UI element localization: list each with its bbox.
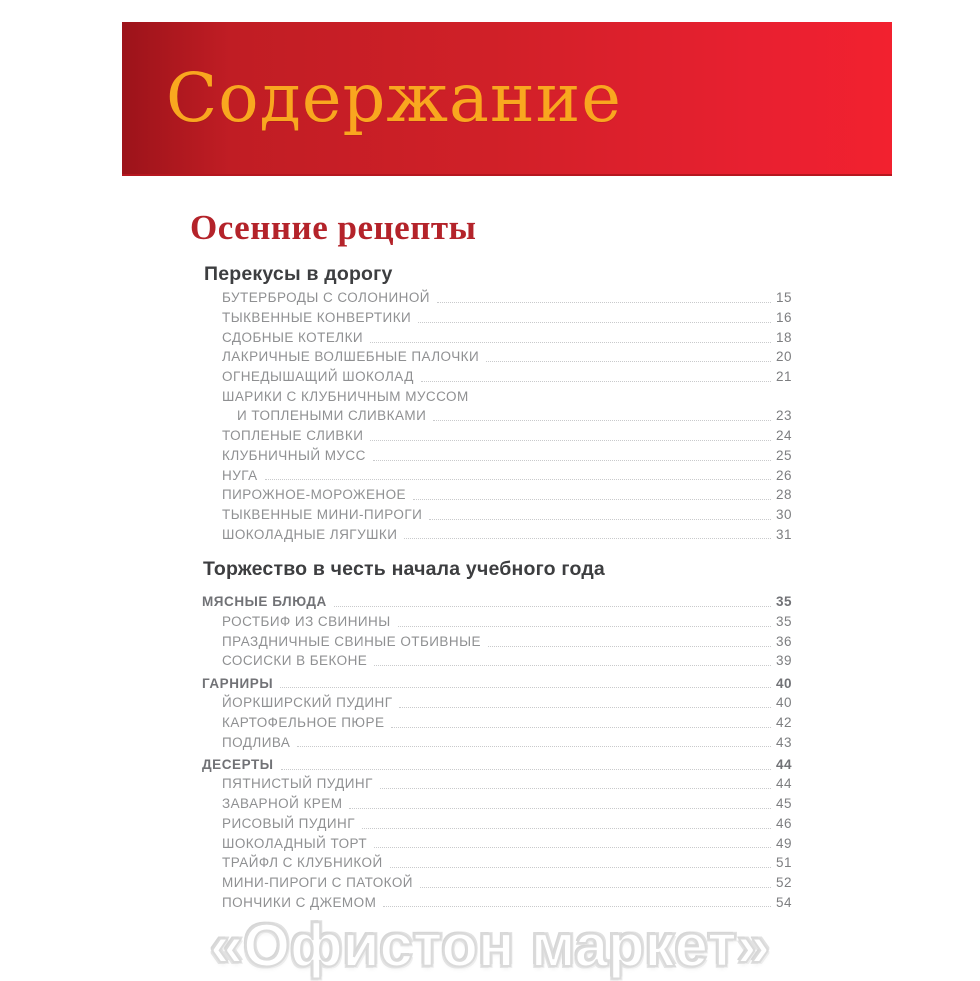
toc-item-title: МЯСНЫЕ БЛЮДА xyxy=(202,594,327,610)
toc-row xyxy=(222,327,792,347)
toc-page-number: 51 xyxy=(775,855,792,871)
toc-row xyxy=(222,426,792,446)
toc-item-title: ТЫКВЕННЫЕ КОНВЕРТИКИ xyxy=(222,310,412,326)
dotted-leader xyxy=(433,420,771,421)
toc-page-number: 24 xyxy=(775,428,792,444)
toc-row xyxy=(222,794,792,814)
toc-page-number: 21 xyxy=(775,369,792,385)
dotted-leader xyxy=(297,746,771,747)
toc-row xyxy=(222,873,792,893)
toc-page-number: 36 xyxy=(775,633,792,649)
toc-item-title: ШОКОЛАДНЫЕ ЛЯГУШКИ xyxy=(222,526,398,542)
dotted-leader xyxy=(374,847,771,848)
toc-page-number: 35 xyxy=(775,613,792,629)
dotted-leader xyxy=(373,460,771,461)
toc-row xyxy=(222,308,792,328)
dotted-leader xyxy=(280,687,771,688)
section-heading-feast: Торжество в честь начала учебного года xyxy=(203,557,605,580)
dotted-leader xyxy=(380,788,771,789)
toc-item-title: КЛУБНИЧНЫЙ МУСС xyxy=(222,447,366,463)
dotted-leader xyxy=(265,479,771,480)
toc-row xyxy=(202,754,792,774)
toc-page-number: 25 xyxy=(775,447,792,463)
toc-row xyxy=(222,833,792,853)
toc-item-title: ДЕСЕРТЫ xyxy=(202,756,274,772)
dotted-leader xyxy=(391,727,771,728)
season-heading: Осенние рецепты xyxy=(190,208,477,247)
toc-row xyxy=(222,386,792,406)
toc-page-number: 28 xyxy=(775,487,792,503)
dotted-leader xyxy=(421,381,771,382)
shop-watermark: «Офистон маркет» xyxy=(210,912,770,979)
toc-item-title: ЛАКРИЧНЫЕ ВОЛШЕБНЫЕ ПАЛОЧКИ xyxy=(222,349,480,365)
toc-row xyxy=(222,612,792,632)
toc-page-number: 44 xyxy=(775,756,792,772)
dotted-leader xyxy=(390,867,771,868)
toc-item-title: ТОПЛЕНЫЕ СЛИВКИ xyxy=(222,428,364,444)
toc-item-title: ШАРИКИ С КЛУБНИЧНЫМ МУССОМ xyxy=(222,388,469,404)
toc-item-title: ПЯТНИСТЫЙ ПУДИНГ xyxy=(222,776,373,792)
toc-page-number: 35 xyxy=(775,594,792,610)
table-of-contents xyxy=(190,206,792,912)
toc-page-number: 16 xyxy=(775,310,792,326)
toc-row xyxy=(202,592,792,612)
dotted-leader xyxy=(374,665,771,666)
dotted-leader xyxy=(486,361,771,362)
dotted-leader xyxy=(437,302,771,303)
toc-row xyxy=(237,406,792,426)
toc-item-title: ТРАЙФЛ С КЛУБНИКОЙ xyxy=(222,855,383,871)
dotted-leader xyxy=(413,499,771,500)
toc-item-title: СОСИСКИ В БЕКОНЕ xyxy=(222,653,368,669)
toc-page-number: 15 xyxy=(775,290,792,306)
toc-page-number: 49 xyxy=(775,835,792,851)
toc-page-number: 18 xyxy=(775,329,792,345)
toc-item-title: РОСТБИФ ИЗ СВИНИНЫ xyxy=(222,613,391,629)
toc-item-title: ЙОРКШИРСКИЙ ПУДИНГ xyxy=(222,695,393,711)
toc-page-number: 40 xyxy=(775,695,792,711)
contents-banner-title: Содержание xyxy=(166,59,622,137)
toc-item-title: ПОНЧИКИ С ДЖЕМОМ xyxy=(222,894,377,910)
dotted-leader xyxy=(488,646,771,647)
toc-row xyxy=(222,631,792,651)
toc-item-title: И ТОПЛЕНЫМИ СЛИВКАМИ xyxy=(237,408,427,424)
toc-page-number: 20 xyxy=(775,349,792,365)
section-heading-snacks: Перекусы в дорогу xyxy=(204,263,393,285)
toc-row xyxy=(222,347,792,367)
toc-row xyxy=(222,446,792,466)
toc-page-number: 52 xyxy=(775,874,792,890)
toc-page-number: 40 xyxy=(775,675,792,691)
toc-page-number: 46 xyxy=(775,815,792,831)
toc-item-title: ПОДЛИВА xyxy=(222,734,291,750)
toc-row xyxy=(222,693,792,713)
toc-row xyxy=(222,713,792,733)
toc-row xyxy=(222,774,792,794)
toc-page-number: 39 xyxy=(775,653,792,669)
dotted-leader xyxy=(399,707,771,708)
toc-row xyxy=(222,651,792,671)
dotted-leader xyxy=(420,887,771,888)
dotted-leader xyxy=(429,519,771,520)
toc-page-number: 23 xyxy=(775,408,792,424)
contents-banner xyxy=(122,22,892,176)
toc-item-title: ТЫКВЕННЫЕ МИНИ-ПИРОГИ xyxy=(222,506,423,522)
toc-row xyxy=(222,732,792,752)
toc-page-number: 26 xyxy=(775,467,792,483)
section-feast-rows xyxy=(190,592,792,912)
dotted-leader xyxy=(418,322,771,323)
toc-row xyxy=(222,892,792,912)
toc-page-number: 43 xyxy=(775,734,792,750)
toc-row xyxy=(222,367,792,387)
toc-item-title: ПИРОЖНОЕ-МОРОЖЕНОЕ xyxy=(222,487,407,503)
dotted-leader xyxy=(398,626,771,627)
dotted-leader xyxy=(404,538,771,539)
toc-page-number: 45 xyxy=(775,796,792,812)
toc-row xyxy=(222,485,792,505)
section-snacks-rows xyxy=(190,288,792,544)
toc-page-number: 30 xyxy=(775,506,792,522)
toc-item-title: ПРАЗДНИЧНЫЕ СВИНЫЕ ОТБИВНЫЕ xyxy=(222,633,481,649)
toc-row xyxy=(202,673,792,693)
toc-item-title: ШОКОЛАДНЫЙ ТОРТ xyxy=(222,835,368,851)
toc-item-title: ЗАВАРНОЙ КРЕМ xyxy=(222,796,343,812)
toc-item-title: СДОБНЫЕ КОТЕЛКИ xyxy=(222,329,364,345)
toc-item-title: КАРТОФЕЛЬНОЕ ПЮРЕ xyxy=(222,714,385,730)
toc-item-title: ГАРНИРЫ xyxy=(202,675,274,691)
toc-row xyxy=(222,465,792,485)
toc-row xyxy=(222,814,792,834)
dotted-leader xyxy=(370,440,771,441)
toc-page-number: 31 xyxy=(775,526,792,542)
dotted-leader xyxy=(281,769,771,770)
dotted-leader xyxy=(383,906,771,907)
toc-page-number: 54 xyxy=(775,894,792,910)
toc-item-title: РИСОВЫЙ ПУДИНГ xyxy=(222,815,355,831)
toc-page-number: 42 xyxy=(775,714,792,730)
toc-item-title: ОГНЕДЫШАЩИЙ ШОКОЛАД xyxy=(222,369,414,385)
toc-page-number: 44 xyxy=(775,776,792,792)
toc-row xyxy=(222,288,792,308)
toc-item-title: БУТЕРБРОДЫ С СОЛОНИНОЙ xyxy=(222,290,430,306)
toc-item-title: МИНИ-ПИРОГИ С ПАТОКОЙ xyxy=(222,874,413,890)
dotted-leader xyxy=(349,808,771,809)
dotted-leader xyxy=(334,606,771,607)
toc-row xyxy=(222,524,792,544)
dotted-leader xyxy=(362,828,771,829)
dotted-leader xyxy=(370,342,771,343)
toc-row xyxy=(222,853,792,873)
toc-item-title: НУГА xyxy=(222,467,258,483)
toc-row xyxy=(222,505,792,525)
